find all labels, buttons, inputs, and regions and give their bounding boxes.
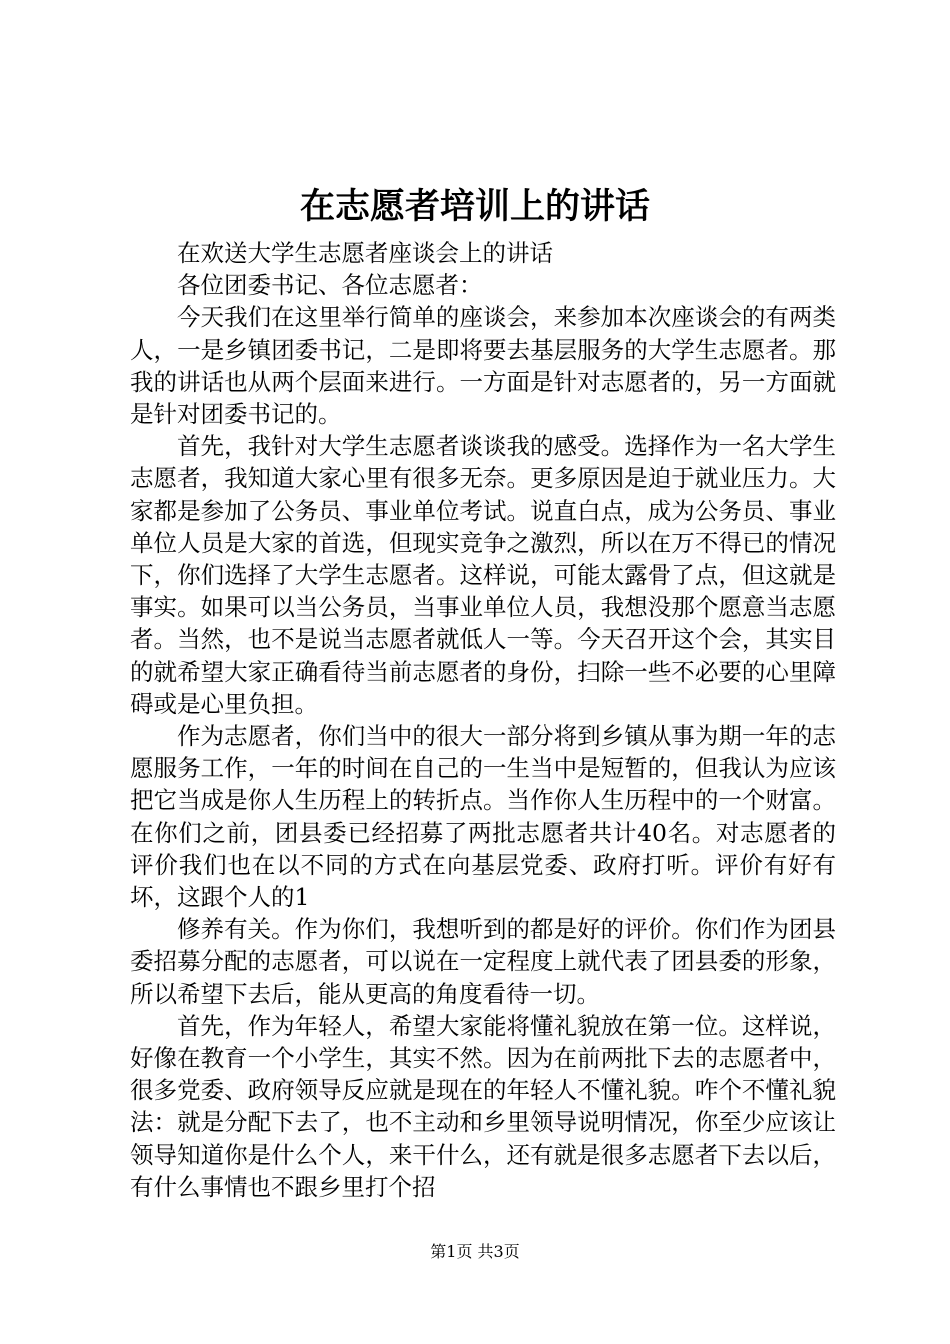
paragraph-salutation: 各位团委书记、各位志愿者：: [177, 271, 483, 300]
document-title: 在志愿者培训上的讲话: [299, 186, 650, 227]
paragraph: 作为志愿者，你们当中的很大一部分将到乡镇从事为期一年的志愿服务工作，一年的时间在自己的一生当中是短暂的，但我认为应该把它当成是你人生历程上的转折点。当作你人生历程中的一个财富。在你们之前，团县委已经招募了两批志愿者共计40名。对志愿者的评价我们也在以不同的方式在向基层党委、政府打听。评价有好有坏，这跟个人的1: [130, 722, 836, 912]
page-footer: 第1页 共3页: [430, 1242, 520, 1261]
paragraph: 首先，我针对大学生志愿者谈谈我的感受。选择作为一名大学生志愿者，我知道大家心里有很多无奈。更多原因是迫于就业压力。大家都是参加了公务员、事业单位考试。说直白点，成为公务员、事业单位人员是大家的首选，但现实竞争之激烈，所以在万不得已的情况下，你们选择了大学生志愿者。这样说，可能太露骨了点，但这就是事实。如果可以当公务员，当事业单位人员，我想没那个愿意当志愿者。当然，也不是说当志愿者就低人一等。今天召开这个会，其实目的就希望大家正确看待当前志愿者的身份，扫除一些不必要的心里障碍或是心里负担。: [130, 432, 836, 718]
document-body: [130, 237, 836, 1203]
paragraph: 修养有关。作为你们，我想听到的都是好的评价。你们作为团县委招募分配的志愿者，可以说在一定程度上就代表了团县委的形象，所以希望下去后，能从更高的角度看待一切。: [130, 915, 836, 1008]
paragraph-subtitle: 在欢送大学生志愿者座谈会上的讲话: [177, 239, 553, 267]
paragraph: 首先，作为年轻人，希望大家能将懂礼貌放在第一位。这样说，好像在教育一个小学生，其实不然。因为在前两批下去的志愿者中，很多党委、政府领导反应就是现在的年轻人不懂礼貌。咋个不懂礼貌法：就是分配下去了，也不主动和乡里领导说明情况，你至少应该让领导知道你是什么个人，来干什么，还有就是很多志愿者下去以后，有什么事情也不跟乡里打个招: [130, 1011, 836, 1201]
paragraph: 今天我们在这里举行简单的座谈会，来参加本次座谈会的有两类人，一是乡镇团委书记，二是即将要去基层服务的大学生志愿者。那我的讲话也从两个层面来进行。一方面是针对志愿者的，另一方面就是针对团委书记的。: [130, 303, 836, 429]
